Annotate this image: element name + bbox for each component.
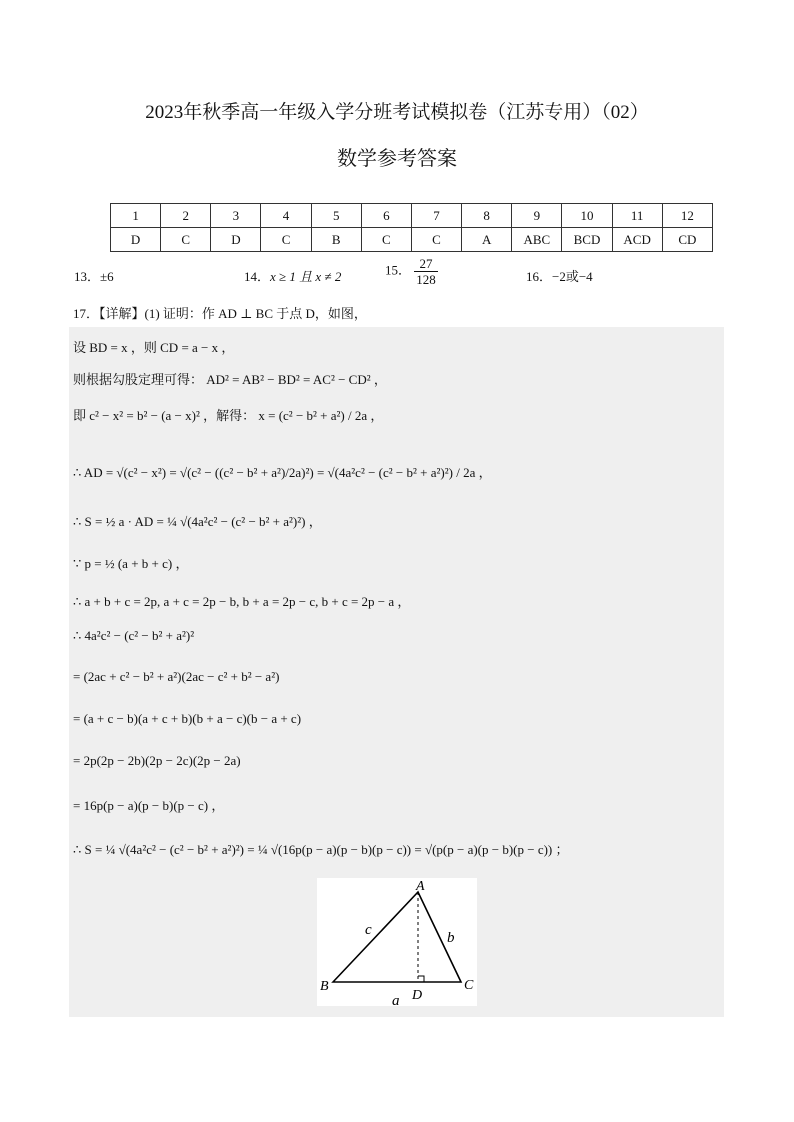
triangle-diagram	[317, 878, 477, 1006]
question-number-cell: 12	[662, 204, 712, 228]
question-number-cell: 10	[562, 204, 612, 228]
question-number-cell: 8	[462, 204, 512, 228]
answer-cell: CD	[662, 228, 712, 252]
question-number-cell: 3	[211, 204, 261, 228]
answer-cell: C	[361, 228, 411, 252]
q14-answer: x ≥ 1 且 x ≠ 2	[270, 269, 342, 284]
solution-line: ∵ p = ½ (a + b + c) ，	[73, 556, 189, 571]
answer-table	[110, 203, 713, 252]
q13	[74, 266, 114, 285]
q15-label: 15．	[385, 262, 412, 278]
question-number-cell: 11	[612, 204, 662, 228]
answer-cell: C	[261, 228, 311, 252]
label-side-a: a	[392, 993, 400, 1006]
answer-cell: C	[411, 228, 461, 252]
answer-cell: ACD	[612, 228, 662, 252]
solution-line: = (2ac + c² − b² + a²)(2ac − c² + b² − a²)	[73, 669, 280, 684]
question-number-cell: 1	[111, 204, 161, 228]
q16-label: 16．	[526, 269, 553, 284]
solution-panel	[69, 327, 724, 1017]
solution-line: ∴ 4a²c² − (c² − b² + a²)²	[73, 628, 195, 643]
label-side-b: b	[447, 930, 455, 946]
q15-fraction	[414, 256, 438, 287]
solution-line: 即 c² − x² = b² − (a − x)² ，解得： x = (c² − b² + a²) / 2a ，	[73, 408, 384, 423]
q13-label: 13．	[74, 269, 101, 284]
question-number-cell: 7	[411, 204, 461, 228]
solution-line: ∴ a + b + c = 2p, a + c = 2p − b, b + a = 2p − c, b + c = 2p − a ，	[73, 594, 411, 609]
triangle-figure	[317, 878, 477, 1006]
answer-cell: C	[161, 228, 211, 252]
page-subtitle: 数学参考答案	[337, 148, 457, 170]
q15-denominator: 128	[416, 272, 436, 287]
q16	[526, 266, 593, 285]
question-number-cell: 9	[512, 204, 562, 228]
answer-cell: A	[462, 228, 512, 252]
q13-answer: ±6	[100, 269, 114, 284]
label-d-point: D	[412, 988, 423, 1003]
triangle-abc	[333, 892, 461, 982]
label-side-c: c	[365, 922, 372, 938]
label-b-vertex: B	[320, 979, 329, 994]
question-number-cell: 2	[161, 204, 211, 228]
solution-line: ∴ S = ½ a · AD = ¼ √(4a²c² − (c² − b² + a²)²) ，	[73, 514, 322, 529]
question-number-cell: 4	[261, 204, 311, 228]
q16-answer: −2或−4	[552, 269, 593, 284]
question-number-cell: 5	[311, 204, 361, 228]
solution-line: = 16p(p − a)(p − b)(p − c) ，	[73, 798, 225, 813]
answer-cell: ABC	[512, 228, 562, 252]
label-c-vertex: C	[464, 978, 474, 993]
question-number-cell: 6	[361, 204, 411, 228]
solution-line: 则根据勾股定理可得： AD² = AB² − BD² = AC² − CD² ，	[73, 372, 387, 387]
answer-table-answer-row	[111, 228, 713, 252]
q14-label: 14．	[244, 269, 271, 284]
answer-cell: D	[211, 228, 261, 252]
q17-header: 17．【详解】(1) 证明：作 AD ⊥ BC 于点 D，如图，	[73, 306, 367, 321]
solution-line: 设 BD = x ，则 CD = a − x ，	[73, 340, 235, 355]
page-title: 2023年秋季高一年级入学分班考试模拟卷（江苏专用）（02）	[145, 102, 649, 123]
solution-line: ∴ AD = √(c² − x²) = √(c² − ((c² − b² + a²)/2a)²) = √(4a²c² − (c² − b² + a²)²) / 2a ，	[73, 465, 492, 480]
label-a-vertex: A	[416, 879, 425, 894]
right-angle-mark	[418, 976, 424, 982]
solution-line: = 2p(2p − 2b)(2p − 2c)(2p − 2a)	[73, 753, 241, 768]
solution-line: ∴ S = ¼ √(4a²c² − (c² − b² + a²)²) = ¼ √(16p(p − a)(p − b)(p − c)) = √(p(p − a)(p − b)(p − c)) ；	[73, 842, 569, 857]
answer-cell: D	[111, 228, 161, 252]
q15	[385, 256, 438, 287]
answer-table-number-row	[111, 204, 713, 228]
answer-cell: B	[311, 228, 361, 252]
solution-line: = (a + c − b)(a + c + b)(b + a − c)(b − a + c)	[73, 711, 302, 726]
q15-numerator: 27	[414, 256, 438, 272]
answer-cell: BCD	[562, 228, 612, 252]
q14	[244, 266, 341, 285]
